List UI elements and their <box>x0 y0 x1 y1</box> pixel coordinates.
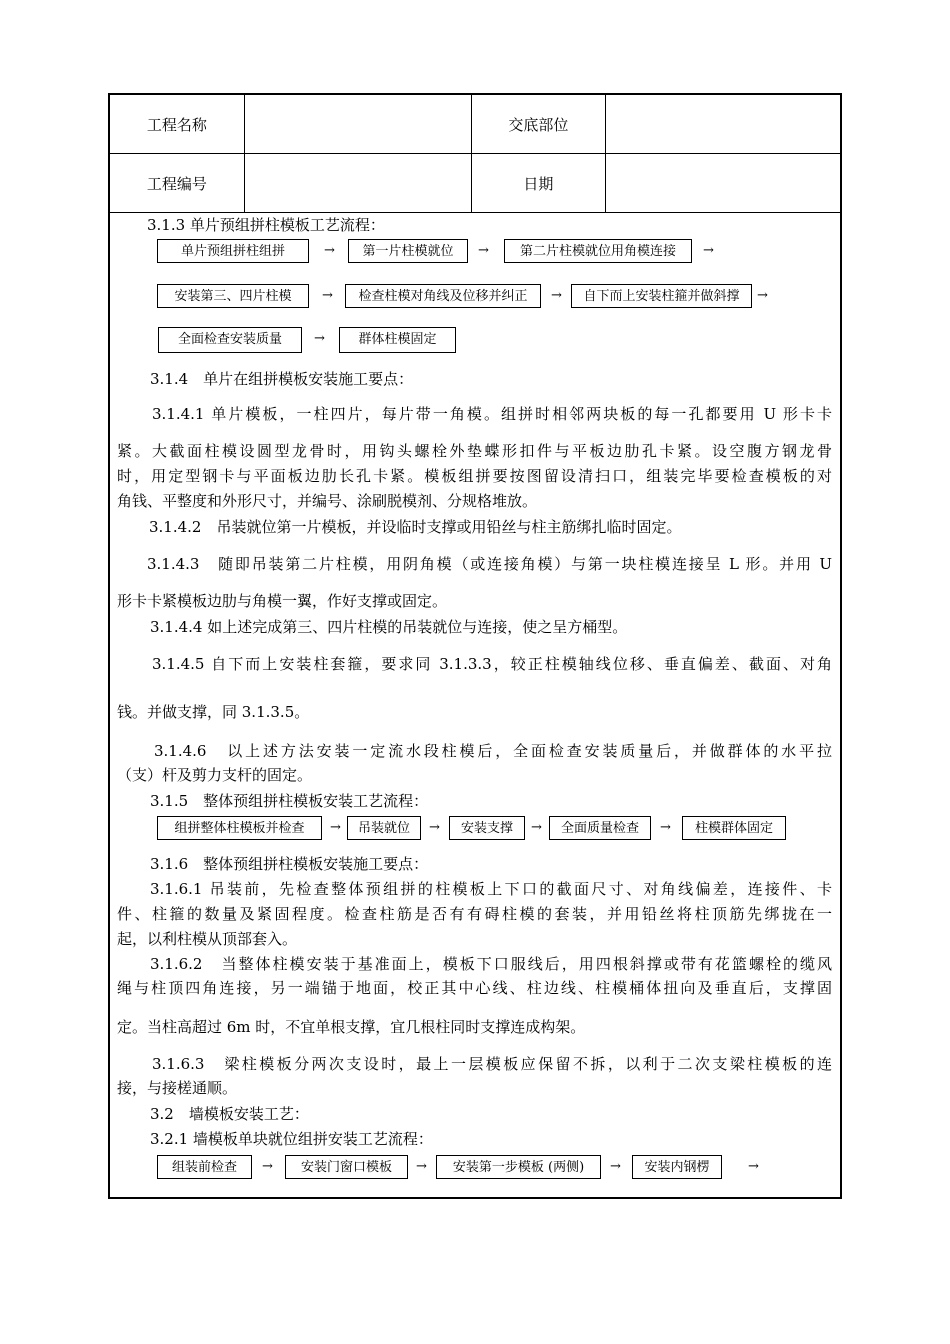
section-heading: 3.1.6 整体预组拼柱模板安装施工要点： <box>150 855 429 873</box>
flow-step: 第二片柱模就位用角模连接 <box>504 239 692 263</box>
header-row <box>110 154 840 213</box>
arrow-icon: → <box>416 1159 427 1174</box>
handover-part-value[interactable] <box>606 95 840 154</box>
flow-step: 群体柱模固定 <box>339 327 456 353</box>
project-number-label: 工程编号 <box>110 154 244 213</box>
flow-step: 安装第三、四片柱模 <box>157 284 309 308</box>
flow-step: 自下而上安装柱箍并做斜撑 <box>571 284 752 308</box>
arrow-icon: → <box>314 331 325 346</box>
section-heading: 3.1.4 单片在组拼模板安装施工要点： <box>150 370 414 388</box>
flow-step: 安装第一步模板 (两侧) <box>436 1155 601 1179</box>
paragraph-line: 件、柱箍的数量及紧固程度。检查柱筋是否有有碍柱模的套装，并用铅丝将柱顶筋先绑拢在一 <box>117 905 832 923</box>
section-heading: 3.1.5 整体预组拼柱模板安装工艺流程： <box>150 792 429 810</box>
paragraph-line: 时，用定型钢卡与平面板边肋长孔卡紧。模板组拼要按图留设清扫口，组装完毕要检查模板的对 <box>117 467 832 485</box>
paragraph-line: 3.1.4.2 吊装就位第一片模板，并设临时支撑或用铅丝与柱主筋绑扎临时固定。 <box>149 518 682 536</box>
arrow-icon: → <box>660 820 671 835</box>
flow-step: 安装门窗口模板 <box>285 1155 408 1179</box>
flow-step: 安装支撑 <box>449 816 525 840</box>
date-label: 日期 <box>471 154 606 213</box>
arrow-icon: → <box>330 820 341 835</box>
arrow-icon: → <box>703 243 714 258</box>
arrow-icon: → <box>748 1159 759 1174</box>
arrow-icon: → <box>429 820 440 835</box>
section-heading: 3.1.3 单片预组拼柱模板工艺流程： <box>147 216 385 234</box>
header-row <box>110 95 840 154</box>
paragraph-line: 3.1.6.1 吊装前，先检查整体预组拼的柱模板上下口的截面尺寸、对角线偏差，连接件、卡 <box>150 880 832 898</box>
arrow-icon: → <box>551 288 562 303</box>
section-heading: 3.2.1 墙模板单块就位组拼安装工艺流程： <box>150 1130 433 1148</box>
paragraph-line: 3.1.4.5 自下而上安装柱套箍，要求同 3.1.3.3，较正柱模轴线位移、垂直偏差、截面、对角 <box>152 655 832 673</box>
paragraph-line: 3.1.4.3 随即吊装第二片柱模，用阴角模（或连接角模）与第一块柱模连接呈 L 形。并用 U <box>147 555 832 573</box>
flow-step: 全面检查安装质量 <box>158 327 302 353</box>
flow-step: 安装内钢楞 <box>632 1155 722 1179</box>
arrow-icon: → <box>610 1159 621 1174</box>
paragraph-line: 钱。并做支撑，同 3.1.3.5。 <box>117 703 310 721</box>
paragraph-line: 3.1.6.2 当整体柱模安装于基准面上，模板下口服线后，用四根斜撑或带有花篮螺栓的缆风 <box>150 955 832 973</box>
flow-step: 全面质量检查 <box>549 816 651 840</box>
flow-step: 吊装就位 <box>347 816 421 840</box>
arrow-icon: → <box>262 1159 273 1174</box>
handover-part-label: 交底部位 <box>471 95 606 154</box>
project-name-label: 工程名称 <box>110 95 244 154</box>
paragraph-line: 紧。大截面柱模设圆型龙骨时，用钩头螺栓外垫蝶形扣件与平板边肋孔卡紧。设空腹方钢龙骨 <box>117 442 832 460</box>
project-name-value[interactable] <box>244 95 471 154</box>
header-table <box>110 95 840 213</box>
paragraph-line: 绳与柱顶四角连接，另一端锚于地面，校正其中心线、柱边线、柱模桶体扭向及垂直后，支撑固 <box>117 979 832 997</box>
paragraph-line: 起，以利柱模从顶部套入。 <box>117 930 298 948</box>
paragraph-line: 角钱、平整度和外形尺寸，并编号、涂刷脱模剂、分规格堆放。 <box>117 492 538 510</box>
flow-step: 组拼整体柱模板并检查 <box>157 816 322 840</box>
paragraph-line: 形卡卡紧模板边肋与角模一翼，作好支撑或固定。 <box>117 592 448 610</box>
paragraph-line: 3.1.4.4 如上述完成第三、四片柱模的吊装就位与连接，使之呈方桶型。 <box>150 618 628 636</box>
date-value[interactable] <box>606 154 840 213</box>
paragraph-line: 3.1.4.6 以上述方法安装一定流水段柱模后，全面检查安装质量后，并做群体的水平拉 <box>154 742 832 760</box>
paragraph-line: 3.1.4.1 单片模板，一柱四片，每片带一角模。组拼时相邻两块板的每一孔都要用 U 形卡卡 <box>152 405 832 423</box>
flow-step: 柱模群体固定 <box>682 816 786 840</box>
arrow-icon: → <box>531 820 542 835</box>
paragraph-line: 3.1.6.3 梁柱模板分两次支设时，最上一层模板应保留不拆，以利于二次支梁柱模板的连 <box>152 1055 832 1073</box>
paragraph-line: 定。当柱高超过 6m 时，不宜单根支撑，宜几根柱同时支撑连成构架。 <box>117 1018 586 1036</box>
paragraph-line: 接，与接槎通顺。 <box>117 1079 238 1097</box>
arrow-icon: → <box>757 288 768 303</box>
section-heading: 3.2 墙模板安装工艺： <box>150 1105 309 1123</box>
flow-step: 第一片柱模就位 <box>348 239 468 263</box>
paragraph-line: （支）杆及剪力支杆的固定。 <box>117 766 313 784</box>
arrow-icon: → <box>478 243 489 258</box>
arrow-icon: → <box>324 243 335 258</box>
flow-step: 单片预组拼柱组拼 <box>157 239 309 263</box>
flow-step: 组装前检查 <box>157 1155 252 1179</box>
project-number-value[interactable] <box>244 154 471 213</box>
flow-step: 检查柱模对角线及位移并纠正 <box>345 284 541 308</box>
arrow-icon: → <box>322 288 333 303</box>
